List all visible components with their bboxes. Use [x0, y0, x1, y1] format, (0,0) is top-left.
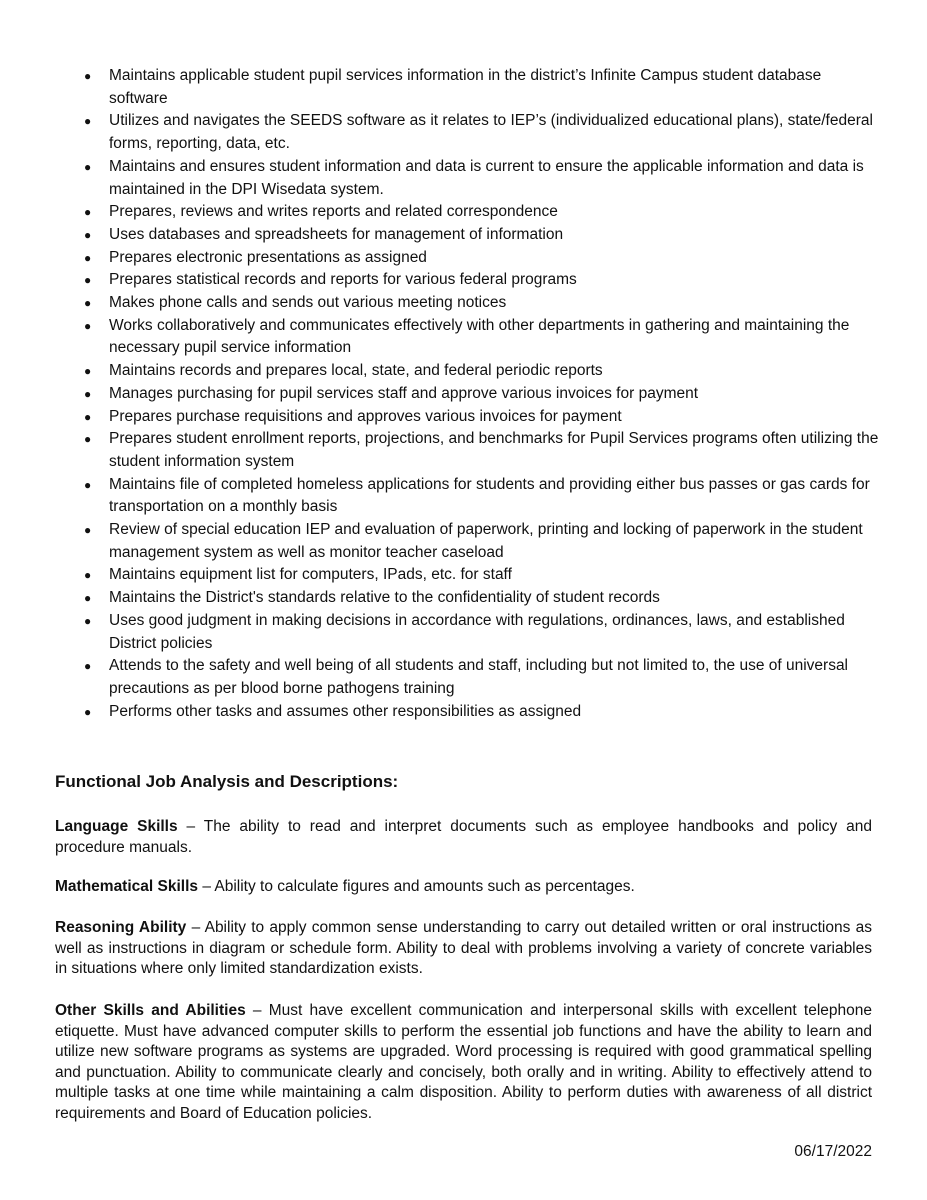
bullet-icon: ●: [84, 386, 92, 401]
list-item: ● Maintains records and prepares local, state, and federal periodic reports: [84, 360, 884, 383]
list-item: ● Prepares, reviews and writes reports and related correspondence: [84, 201, 884, 224]
bullet-icon: ●: [84, 296, 92, 311]
language-skills-label: Language Skills: [55, 818, 178, 835]
language-skills-text: – The ability to read and interpret documents such as employee handbooks and policy and procedure manuals.: [55, 818, 872, 856]
bullet-icon: ●: [84, 613, 92, 628]
bullet-icon: ●: [84, 704, 92, 719]
bullet-icon: ●: [84, 159, 92, 174]
list-item: ● Prepares statistical records and reports for various federal programs: [84, 269, 884, 292]
list-item: ● Prepares student enrollment reports, projections, and benchmarks for Pupil Services programs often utilizing the student information system: [84, 430, 879, 470]
bullet-icon: ●: [84, 364, 92, 379]
bullet-icon: ●: [84, 659, 92, 674]
bullet-icon: ●: [84, 250, 92, 265]
other-skills-label: Other Skills and Abilities: [55, 1002, 246, 1019]
bullet-icon: ●: [84, 114, 92, 129]
list-item: ● Maintains and ensures student information and data is current to ensure the applicable information and data is maintained in the DPI Wisedata system.: [84, 157, 864, 198]
bullet-icon: ●: [84, 69, 92, 83]
duties-list: [84, 65, 884, 723]
bullet-icon: ●: [84, 409, 92, 424]
reasoning-ability-text: – Ability to apply common sense understanding to carry out detailed written or oral instructions as well as instructions in diagram or schedule form. Ability to deal with problems involving a variety of concrete variables in situations where only limited standardization exists.: [55, 919, 873, 977]
other-skills-paragraph: [55, 1001, 872, 1124]
list-item: ● Works collaboratively and communicates effectively with other departments in gathering and maintaining the necessary pupil service information: [84, 316, 850, 357]
list-item: ● Review of special education IEP and evaluation of paperwork, printing and locking of paperwork in the student management system as well as monitor teacher caseload: [84, 521, 863, 561]
list-item: ● Maintains the District's standards relative to the confidentiality of student records: [84, 587, 884, 610]
bullet-icon: ●: [84, 227, 92, 242]
language-skills-paragraph: [55, 817, 872, 858]
list-item: ● Maintains applicable student pupil services information in the district’s Infinite Campus student database software: [84, 67, 822, 107]
section-heading: Functional Job Analysis and Descriptions:: [55, 772, 399, 791]
bullet-icon: ●: [84, 318, 92, 333]
list-item: ● Prepares purchase requisitions and approves various invoices for payment: [84, 406, 884, 429]
bullet-icon: ●: [84, 523, 92, 538]
bullet-icon: ●: [84, 273, 92, 288]
bullet-icon: ●: [84, 568, 92, 583]
list-item: ● Uses good judgment in making decisions in accordance with regulations, ordinances, laws, and established District policies: [84, 611, 845, 652]
list-item: ● Prepares electronic presentations as assigned: [84, 247, 884, 270]
reasoning-ability-paragraph: [55, 918, 872, 980]
mathematical-skills-paragraph: [55, 877, 872, 898]
list-item: ● Makes phone calls and sends out various meeting notices: [84, 292, 884, 315]
bullet-icon: ●: [84, 591, 92, 606]
bullet-icon: ●: [84, 477, 92, 492]
list-item: ● Maintains file of completed homeless applications for students and providing either bus passes or gas cards for transportation on a monthly basis: [84, 475, 870, 516]
list-item: ● Performs other tasks and assumes other responsibilities as assigned: [84, 701, 884, 724]
mathematical-skills-label: Mathematical Skills: [55, 878, 199, 895]
reasoning-ability-label: Reasoning Ability: [55, 919, 187, 936]
mathematical-skills-text: – Ability to calculate figures and amounts such as percentages.: [198, 878, 635, 895]
list-item: ● Utilizes and navigates the SEEDS software as it relates to IEP’s (individualized educational plans), state/federal forms, reporting, data, etc.: [84, 112, 873, 153]
list-item: ● Uses databases and spreadsheets for management of information: [84, 224, 884, 247]
bullet-icon: ●: [84, 432, 92, 447]
other-skills-text: – Must have excellent communication and interpersonal skills with excellent telephone etiquette. Must have advanced computer skills to perform the essential job functions and have the ability to learn and utilize new software programs as systems are upgraded. Word processing is required with good grammatical spelling and punctuation. Ability to communicate clearly and concisely, both orally and in writing. Ability to effectively attend to multiple tasks at one time while maintaining a calm disposition. Ability to perform duties with awareness of all district requirements and Board of Education policies.: [55, 1002, 872, 1122]
footer-date: 06/17/2022: [794, 1143, 872, 1160]
bullet-icon: ●: [84, 205, 92, 220]
list-item: ● Manages purchasing for pupil services staff and approve various invoices for payment: [84, 383, 884, 406]
list-item: ● Maintains equipment list for computers, IPads, etc. for staff: [84, 564, 884, 587]
list-item: ● Attends to the safety and well being of all students and staff, including but not limited to, the use of universal precautions as per blood borne pathogens training: [84, 657, 849, 697]
